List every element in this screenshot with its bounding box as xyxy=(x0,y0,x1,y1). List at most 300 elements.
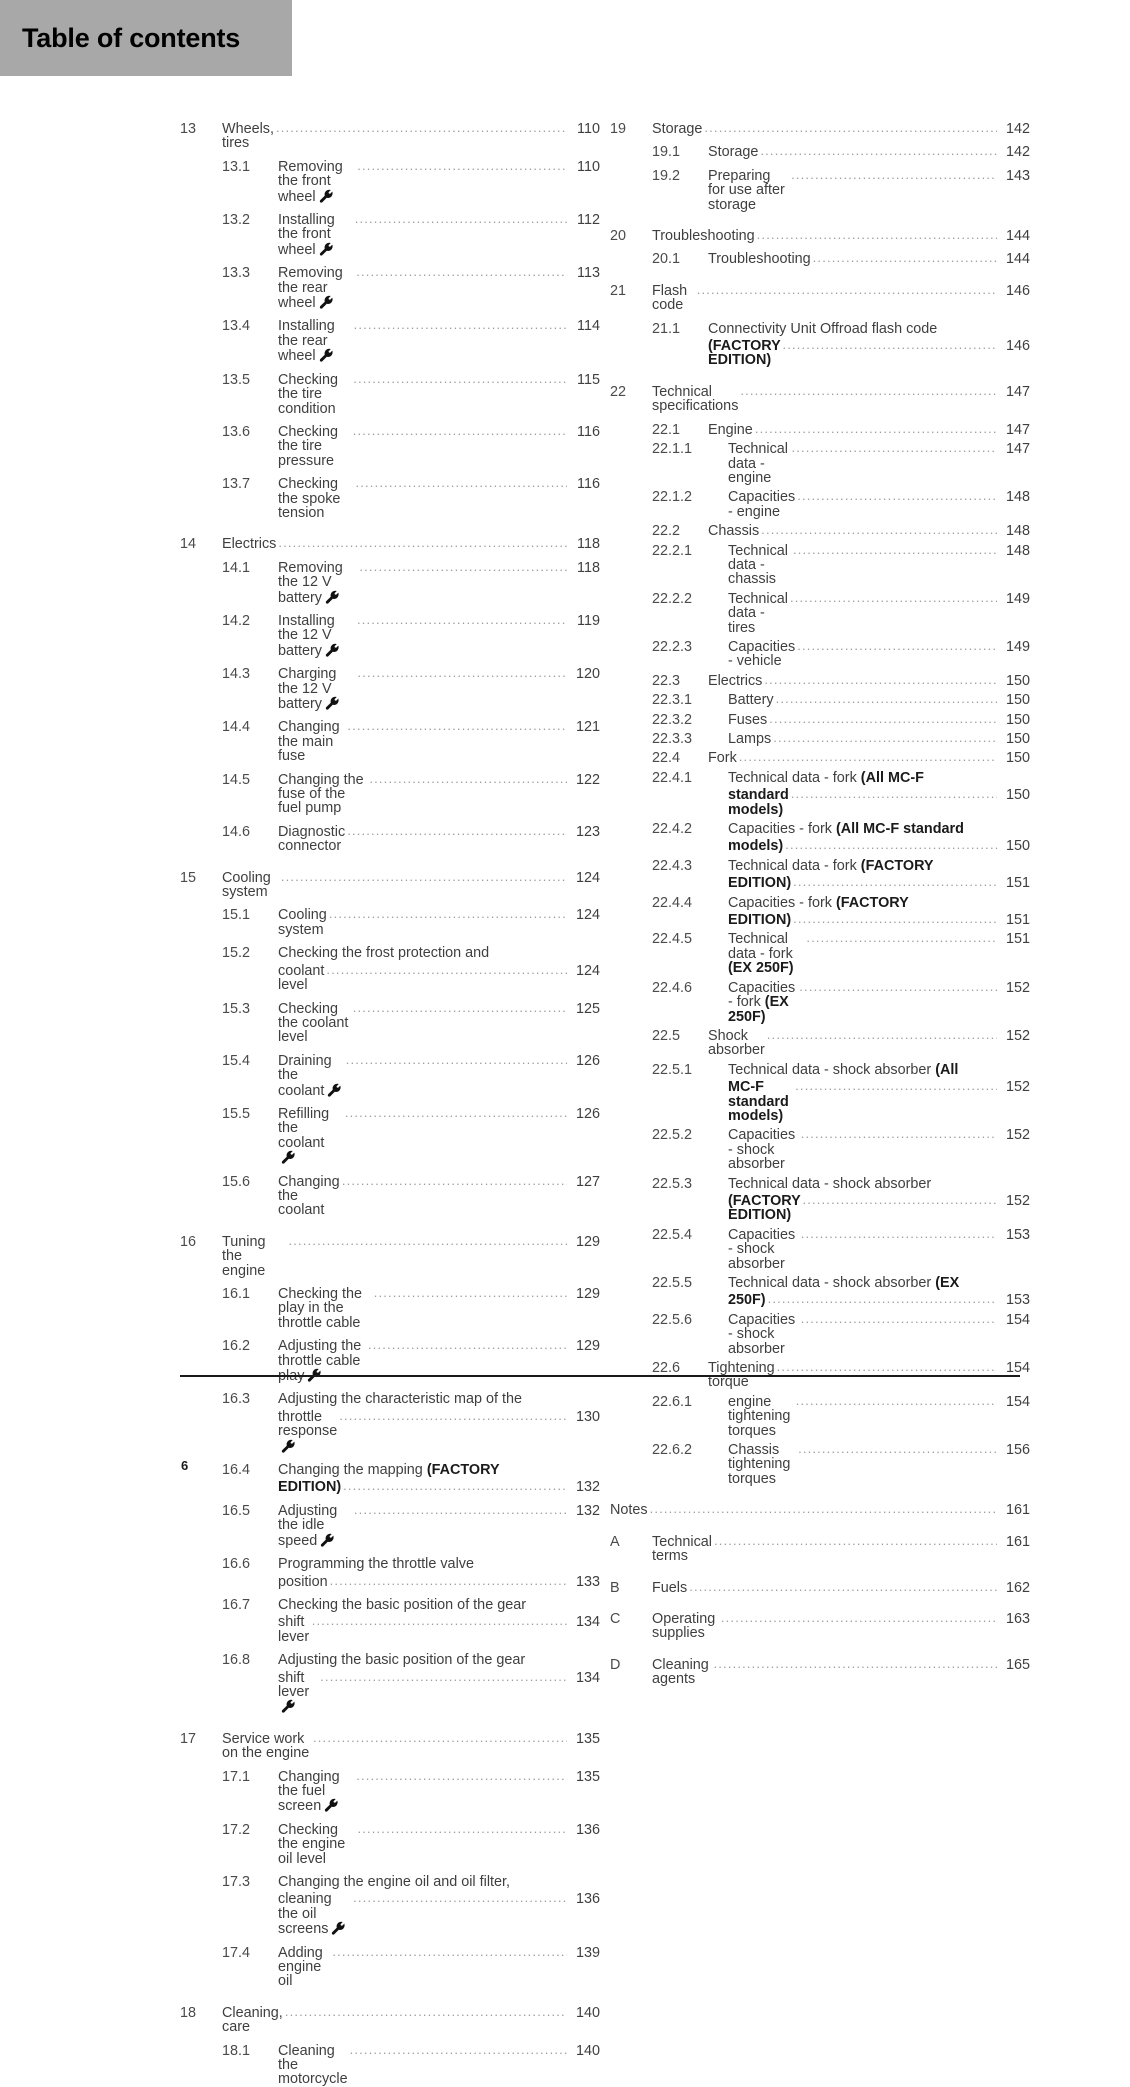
leader-dots xyxy=(354,1503,567,1516)
leader-dots xyxy=(353,424,567,437)
toc-page-number: 125 xyxy=(575,1000,600,1017)
toc-entry[interactable] xyxy=(180,1002,600,1045)
toc-entry[interactable] xyxy=(180,1463,600,1495)
toc-entry-text: Changing the engine oil and oil filter, xyxy=(278,1874,511,1890)
toc-entry[interactable] xyxy=(610,145,1030,159)
toc-page-number: 135 xyxy=(575,1768,600,1785)
toc-entry[interactable] xyxy=(610,284,1030,313)
leader-dots xyxy=(345,1106,567,1119)
toc-page-number: 120 xyxy=(575,666,600,683)
toc-entry-text-emphasis: (EX xyxy=(935,1275,960,1291)
toc-page-number: 134 xyxy=(575,1614,600,1631)
leader-dots xyxy=(797,489,997,502)
toc-entry-number: 17 xyxy=(180,1730,197,1747)
wrench-icon xyxy=(325,590,340,605)
toc-entry[interactable] xyxy=(180,1107,600,1166)
toc-entry[interactable] xyxy=(180,946,600,992)
leader-dots xyxy=(796,1394,997,1407)
leader-dots xyxy=(769,712,997,725)
toc-entry-number: 18 xyxy=(180,2004,197,2021)
toc-entry[interactable] xyxy=(180,1504,600,1548)
toc-entry[interactable] xyxy=(610,732,1030,746)
toc-entry[interactable] xyxy=(610,981,1030,1024)
toc-entry-text: Installing the front wheel xyxy=(278,212,335,258)
toc-page-number: 119 xyxy=(577,612,600,629)
toc-entry[interactable] xyxy=(610,423,1030,437)
toc-entry-text: Electrics xyxy=(222,536,277,553)
toc-entry-text: Capacities - fork (All MC-F standard xyxy=(728,821,964,838)
toc-entry-body xyxy=(264,1054,600,1098)
toc-entry[interactable] xyxy=(610,490,1030,519)
toc-entry[interactable] xyxy=(180,1875,600,1937)
toc-page-number: 144 xyxy=(1005,228,1030,245)
leader-dots xyxy=(795,1079,997,1092)
toc-entry[interactable] xyxy=(610,751,1030,765)
toc-entry-text: Removing the front wheel xyxy=(278,158,343,205)
toc-entry-text: Installing the 12 V battery xyxy=(278,614,355,658)
toc-entry[interactable] xyxy=(610,1658,1030,1687)
toc-entry[interactable] xyxy=(180,1235,600,1278)
toc-entry-number: 22.5.1 xyxy=(652,1061,693,1078)
toc-entry-body xyxy=(652,1612,1030,1641)
toc-entry-body xyxy=(714,592,1030,635)
toc-entry-body xyxy=(652,1658,1030,1687)
toc-entry-body xyxy=(264,1557,600,1589)
toc-entry-text: Changing the coolant xyxy=(278,1173,340,1219)
toc-entry[interactable] xyxy=(610,252,1030,266)
toc-entry-body xyxy=(714,1063,1030,1124)
toc-entry-body xyxy=(714,1443,1030,1486)
toc-entry[interactable] xyxy=(610,544,1030,587)
toc-entry-body xyxy=(264,825,600,854)
toc-entry[interactable] xyxy=(180,160,600,204)
toc-entry[interactable] xyxy=(610,1313,1030,1356)
toc-entry-body xyxy=(652,1535,1030,1564)
leader-dots xyxy=(356,476,567,489)
toc-entry-number: 16.8 xyxy=(222,1652,251,1669)
toc-entry[interactable] xyxy=(180,1823,600,1866)
toc-entry-body xyxy=(264,477,600,520)
toc-entry[interactable] xyxy=(610,1612,1030,1641)
toc-entry-text xyxy=(728,788,789,817)
leader-dots xyxy=(777,1360,997,1373)
leader-dots xyxy=(332,1945,567,1958)
toc-entry-text: Capacities - fork (EX 250F) xyxy=(728,979,796,1025)
leader-dots xyxy=(813,251,997,264)
toc-entry-body xyxy=(264,1463,600,1495)
toc-entry[interactable] xyxy=(180,1598,600,1644)
toc-entry-number: 22.2.1 xyxy=(652,542,693,559)
toc-entry-text: Removing the 12 V battery xyxy=(278,559,343,606)
toc-entry-text: Technical data - fork (FACTORY xyxy=(728,857,934,874)
toc-entry-text-emphasis: (EX 250F) xyxy=(728,960,794,977)
toc-entry-number: 16.3 xyxy=(222,1391,251,1408)
toc-entry[interactable] xyxy=(610,169,1030,212)
wrench-icon xyxy=(331,1921,346,1936)
toc-page-number: 146 xyxy=(1005,338,1030,355)
leader-dots xyxy=(357,666,567,679)
toc-page-number: 134 xyxy=(575,1669,600,1686)
toc-entry-text: Chassis tightening torques xyxy=(728,1442,791,1487)
toc-entry[interactable] xyxy=(180,1054,600,1098)
toc-entry-body xyxy=(264,1504,600,1548)
toc-entry-number: 14.5 xyxy=(222,771,251,788)
toc-entry-number: 15 xyxy=(180,869,197,886)
toc-entry-body xyxy=(714,932,1030,975)
toc-page-number: 147 xyxy=(1005,383,1030,400)
toc-page-number: 129 xyxy=(575,1286,600,1302)
toc-entry-body xyxy=(222,2006,600,2035)
toc-entry-body xyxy=(264,213,600,257)
page-title: Table of contents xyxy=(22,22,241,53)
toc-entry[interactable] xyxy=(610,713,1030,727)
toc-page-number: 114 xyxy=(577,318,600,335)
toc-entry-body xyxy=(264,319,600,363)
toc-entry-number: 22.5 xyxy=(652,1027,681,1044)
toc-entry-number: 14.3 xyxy=(222,666,251,683)
leader-dots xyxy=(755,422,997,435)
toc-entry[interactable] xyxy=(610,896,1030,928)
toc-entry[interactable] xyxy=(180,825,600,854)
toc-entry-text-emphasis: 250F) xyxy=(728,1292,766,1309)
toc-entry-text: Engine xyxy=(708,421,753,438)
toc-entry[interactable] xyxy=(610,1276,1030,1308)
toc-entry[interactable] xyxy=(180,1653,600,1715)
toc-entry[interactable] xyxy=(610,1395,1030,1438)
wrench-icon xyxy=(319,189,334,204)
toc-entry-number: 14 xyxy=(180,536,197,553)
toc-entry-body xyxy=(714,640,1030,669)
toc-entry-text: Tuning the engine xyxy=(222,1233,266,1279)
toc-page-number: 152 xyxy=(1005,1192,1030,1209)
toc-entry-number: 13.6 xyxy=(222,423,251,440)
toc-page-number: 156 xyxy=(1005,1442,1030,1459)
toc-entry-number: 15.2 xyxy=(222,945,251,962)
toc-entry-body xyxy=(714,732,1030,746)
leader-dots xyxy=(343,1479,567,1492)
toc-entry-text: Technical terms xyxy=(652,1533,712,1565)
toc-entry[interactable] xyxy=(180,667,600,711)
toc-entry-text: Capacities - shock absorber xyxy=(728,1226,796,1272)
toc-entry[interactable] xyxy=(180,773,600,816)
toc-entry[interactable] xyxy=(610,1581,1030,1595)
toc-entry[interactable] xyxy=(610,771,1030,817)
toc-entry-body xyxy=(652,385,1030,414)
leader-dots xyxy=(793,875,997,888)
toc-entry-body xyxy=(222,1732,600,1761)
leader-dots xyxy=(276,121,567,134)
toc-entry-text: Changing the fuse of the fuel pump xyxy=(278,771,364,817)
toc-page-number: 146 xyxy=(1005,282,1030,299)
toc-entry-number: 15.4 xyxy=(222,1052,251,1069)
wrench-icon xyxy=(327,1083,342,1098)
leader-dots xyxy=(357,613,567,626)
toc-entry-number: 22.4.4 xyxy=(652,894,693,911)
leader-dots xyxy=(281,870,567,883)
toc-entry[interactable] xyxy=(180,213,600,257)
toc-entry-number: 21 xyxy=(610,282,627,299)
toc-page-number: 150 xyxy=(1005,787,1030,804)
toc-entry-text: Fork xyxy=(708,750,737,767)
toc-entry[interactable] xyxy=(610,524,1030,538)
toc-entry-number: 14.6 xyxy=(222,823,251,840)
toc-entry-body xyxy=(714,693,1030,707)
leader-dots xyxy=(650,1502,997,1515)
toc-page-number: 151 xyxy=(1005,912,1030,929)
toc-entry-text: Programming the throttle valve xyxy=(278,1556,474,1573)
leader-dots xyxy=(773,731,997,744)
toc-entry-body xyxy=(714,544,1030,587)
toc-entry[interactable] xyxy=(180,1732,600,1761)
toc-entry-text: Electrics xyxy=(708,672,763,689)
toc-entry-number: 16.4 xyxy=(222,1462,251,1479)
leader-dots xyxy=(342,1174,567,1187)
toc-entry-text: Technical data - shock absorber xyxy=(728,1175,932,1192)
toc-entry[interactable] xyxy=(180,1287,600,1330)
toc-page-number: 116 xyxy=(577,476,600,493)
toc-entry[interactable] xyxy=(180,122,600,151)
toc-entry-text-emphasis: (FACTORY xyxy=(860,857,934,874)
toc-entry-text: cleaning the oil screens xyxy=(278,1892,351,1936)
toc-entry-text: engine tightening torques xyxy=(728,1393,791,1439)
toc-entry-text: Checking the engine oil level xyxy=(278,1821,346,1867)
toc-page-number: 154 xyxy=(1005,1393,1030,1410)
toc-entry-text: Cooling system xyxy=(278,907,327,938)
leader-dots xyxy=(803,1193,998,1206)
toc-entry-body xyxy=(694,751,1030,765)
toc-entry[interactable] xyxy=(610,385,1030,414)
toc-entry-body xyxy=(694,252,1030,266)
toc-entry-text xyxy=(278,1480,341,1494)
toc-entry[interactable] xyxy=(180,319,600,363)
leader-dots xyxy=(776,692,997,705)
wrench-icon xyxy=(281,1150,296,1165)
toc-entry[interactable] xyxy=(180,720,600,763)
toc-page-number: 113 xyxy=(577,265,600,282)
toc-entry-number: 22.3.3 xyxy=(652,731,693,747)
toc-entry-text-emphasis: (FACTORY xyxy=(835,894,909,911)
toc-entry-number: 17.2 xyxy=(222,1821,251,1838)
leader-dots xyxy=(330,1574,567,1587)
toc-entry-number: 16.5 xyxy=(222,1502,251,1519)
toc-entry[interactable] xyxy=(180,1557,600,1589)
toc-page-number: 132 xyxy=(575,1479,600,1496)
leader-dots xyxy=(346,1053,567,1066)
toc-page-number: 110 xyxy=(577,158,600,175)
leader-dots xyxy=(347,719,567,732)
toc-entry-number: 22 xyxy=(610,383,627,400)
toc-entry[interactable] xyxy=(180,266,600,310)
toc-entry[interactable] xyxy=(610,1503,1030,1517)
toc-entry[interactable] xyxy=(180,871,600,900)
leader-dots xyxy=(797,639,997,652)
toc-entry-number: 15.5 xyxy=(222,1105,251,1122)
toc-entry[interactable] xyxy=(610,674,1030,688)
toc-entry-text-emphasis: EDITION) xyxy=(728,875,792,892)
toc-entry-number: 22.5.3 xyxy=(652,1175,693,1192)
toc-entry-body xyxy=(714,822,1030,854)
toc-entry-number: 22.5.4 xyxy=(652,1226,693,1243)
toc-entry[interactable] xyxy=(610,640,1030,669)
toc-entry[interactable] xyxy=(180,425,600,468)
toc-page-number: 148 xyxy=(1005,542,1030,559)
leader-dots xyxy=(285,2005,567,2018)
leader-dots xyxy=(369,772,567,785)
toc-entry[interactable] xyxy=(610,442,1030,485)
toc-entry-number: 13.3 xyxy=(222,265,251,282)
toc-entry-body xyxy=(714,771,1030,817)
toc-entry-body xyxy=(264,1946,600,1989)
toc-entry-body xyxy=(694,169,1030,212)
toc-entry-body xyxy=(264,908,600,937)
toc-entry-number: 17.4 xyxy=(222,1944,251,1961)
toc-page-number: 147 xyxy=(1005,421,1030,438)
toc-entry[interactable] xyxy=(610,1443,1030,1486)
toc-entry[interactable] xyxy=(610,1177,1030,1223)
toc-entry-text: Cleaning the motorcycle xyxy=(278,2042,348,2087)
toc-entry[interactable] xyxy=(180,373,600,416)
toc-entry-text: Connectivity Unit Offroad flash code xyxy=(708,320,938,337)
toc-entry-text xyxy=(728,1080,793,1123)
leader-dots xyxy=(704,121,997,134)
toc-entry[interactable] xyxy=(180,1175,600,1218)
leader-dots xyxy=(793,912,997,925)
toc-entry-number: 17.3 xyxy=(222,1874,251,1890)
toc-entry-number: 22.3.1 xyxy=(652,692,693,709)
toc-entry-text: Capacities - vehicle xyxy=(728,638,796,670)
toc-entry-text-emphasis: (FACTORY EDITION) xyxy=(708,338,781,369)
toc-page-number: 135 xyxy=(575,1730,600,1747)
toc-entry-text: Battery xyxy=(728,692,774,709)
toc-page-number: 121 xyxy=(575,719,600,736)
toc-page-number: 148 xyxy=(1005,523,1030,540)
toc-entry-text: Installing the rear wheel xyxy=(278,318,335,365)
toc-page-number: 132 xyxy=(575,1502,600,1519)
toc-entry[interactable] xyxy=(180,1392,600,1454)
toc-entry-body xyxy=(264,1770,600,1814)
toc-entry-text: Storage xyxy=(652,121,703,137)
toc-entry-body xyxy=(694,524,1030,538)
toc-entry-text-emphasis: (All xyxy=(935,1061,959,1078)
toc-entry-body xyxy=(714,896,1030,928)
toc-entry-text: Cleaning, care xyxy=(222,2004,283,2036)
toc-entry-number: 22.1 xyxy=(652,421,681,438)
toc-page-number: 124 xyxy=(575,869,600,886)
toc-entry[interactable] xyxy=(180,537,600,551)
toc-entry-text: Adjusting the basic position of the gear xyxy=(278,1652,526,1669)
leader-dots xyxy=(339,1409,567,1422)
toc-entry-body xyxy=(714,1228,1030,1271)
leader-dots xyxy=(356,1769,567,1782)
toc-entry[interactable] xyxy=(610,1029,1030,1058)
toc-entry-number: 15.3 xyxy=(222,1000,251,1017)
toc-entry[interactable] xyxy=(610,1535,1030,1564)
toc-entry-body xyxy=(264,614,600,658)
toc-entry-body xyxy=(222,122,600,151)
toc-entry-body xyxy=(652,284,1030,313)
toc-entry-body xyxy=(264,1107,600,1166)
toc-page-number: 144 xyxy=(1005,251,1030,268)
toc-entry[interactable] xyxy=(180,1946,600,1989)
toc-entry-number: 19.2 xyxy=(652,167,681,184)
page-header-banner xyxy=(0,0,292,76)
leader-dots xyxy=(806,931,997,944)
toc-entry-body xyxy=(264,1175,600,1218)
toc-entry[interactable] xyxy=(180,1770,600,1814)
toc-entry[interactable] xyxy=(180,2044,600,2087)
toc-entry-text: Changing the fuel screen xyxy=(278,1768,340,1815)
leader-dots xyxy=(356,265,567,278)
toc-entry-body xyxy=(652,1581,1030,1595)
toc-entry[interactable] xyxy=(610,229,1030,243)
toc-entry[interactable] xyxy=(610,1228,1030,1271)
toc-entry-text: Checking the play in the throttle cable xyxy=(278,1286,362,1331)
toc-page-number: 124 xyxy=(575,907,600,924)
toc-entry[interactable] xyxy=(610,693,1030,707)
toc-entry-text-emphasis: EDITION) xyxy=(278,1479,342,1496)
toc-entry-text xyxy=(728,839,783,853)
toc-entry[interactable] xyxy=(610,122,1030,136)
toc-entry[interactable] xyxy=(180,561,600,605)
toc-entry[interactable] xyxy=(180,477,600,520)
toc-entry[interactable] xyxy=(180,614,600,658)
toc-entry-body xyxy=(222,537,600,551)
toc-entry[interactable] xyxy=(610,1128,1030,1171)
toc-entry-text: Tightening torque xyxy=(708,1360,775,1391)
toc-entry-number: 22.4.2 xyxy=(652,821,693,838)
toc-entry-number: 19 xyxy=(610,121,627,137)
toc-entry-number: 22.4.5 xyxy=(652,931,693,948)
toc-entry[interactable] xyxy=(610,1063,1030,1124)
toc-entry[interactable] xyxy=(610,859,1030,891)
leader-dots xyxy=(761,523,997,536)
wrench-icon xyxy=(325,643,340,658)
toc-entry-text-emphasis: models) xyxy=(728,838,784,855)
toc-entry-number: 22.2.2 xyxy=(652,590,693,607)
leader-dots xyxy=(793,543,997,556)
footer-page-number: 6 xyxy=(181,1458,189,1473)
toc-entry-body xyxy=(714,442,1030,485)
toc-entry-body xyxy=(714,1128,1030,1171)
toc-entry-body xyxy=(264,1598,600,1644)
toc-entry-text: Adding engine oil xyxy=(278,1944,323,1990)
leader-dots xyxy=(783,338,998,351)
toc-entry-number: 22.5.2 xyxy=(652,1127,693,1144)
toc-page-number: 116 xyxy=(577,423,600,440)
toc-entry[interactable] xyxy=(610,932,1030,975)
toc-entry[interactable] xyxy=(180,2006,600,2035)
toc-entry-text: Technical data - tires xyxy=(728,590,788,636)
toc-entry-body xyxy=(264,160,600,204)
toc-entry-text: Adjusting the idle speed xyxy=(278,1502,338,1549)
leader-dots xyxy=(313,1731,567,1744)
toc-entry[interactable] xyxy=(610,822,1030,854)
wrench-icon xyxy=(319,295,334,310)
toc-entry-text-emphasis: (EX 250F) xyxy=(728,994,789,1025)
leader-dots xyxy=(353,1891,567,1904)
toc-entry-text: Fuses xyxy=(728,711,768,728)
leader-dots xyxy=(357,159,567,172)
toc-entry[interactable] xyxy=(610,322,1030,368)
toc-entry-text: Storage xyxy=(708,144,759,161)
leader-dots xyxy=(289,1234,568,1247)
toc-page-number: 142 xyxy=(1005,121,1030,137)
toc-page-number: 148 xyxy=(1005,489,1030,506)
toc-entry[interactable] xyxy=(610,592,1030,635)
toc-entry-body xyxy=(264,1392,600,1454)
toc-entry[interactable] xyxy=(180,908,600,937)
toc-entry-text: Chassis xyxy=(708,523,760,540)
